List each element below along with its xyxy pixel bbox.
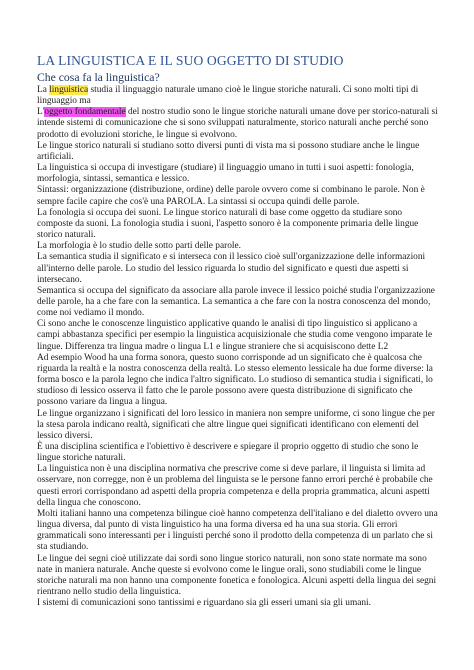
paragraph: La semantica studia il significato e si interseca con il lessico cioè sull'organizzazione delle informazioni all'interno delle parole. Lo studio del lessico riguarda lo studio del significato e questi due aspetti si intersecano.	[37, 252, 426, 285]
paragraph-text: La	[37, 85, 50, 95]
highlighted-term: oggetto fondamentale	[44, 107, 126, 118]
paragraph-text: studia il linguaggio naturale umano cioè le lingue storiche naturali. Ci sono molti tipi di linguaggio ma	[37, 85, 419, 107]
paragraph: Semantica si occupa del significato da associare alla parole invece il lessico poiché studia l'organizzazione delle parole, ha a che fare con la semantica. La semantica a che fare con la nostra conoscenza del mondo, come noi vediamo il mondo.	[37, 285, 435, 319]
paragraph: La morfologia è lo studio delle sotto parti delle parole.	[37, 241, 241, 252]
paragraph: Le lingue storico naturali si studiano sotto diversi punti di vista ma si possono studiare anche le lingue artificiali.	[37, 140, 420, 162]
paragraph: Le lingue dei segni cioè utilizzate dai sordi sono lingue storico naturali, non sono state normate ma sono nate in maniera naturale. Anche queste si evolvono come le lingue orali, sono studiabili come le lingue storiche naturali ma non hanno una componente fonetica e fonologica. Alcuni aspetti della lingua dei segni rientrano nello studio della linguistica.	[37, 553, 437, 598]
paragraph: Molti italiani hanno una competenza bilingue cioè hanno competenza dell'italiano e del dialetto ovvero una lingua diversa, dal punto di vista linguistico ha una forma diversa ed ha una sua storia. Gli errori grammaticali sono interessanti per i linguisti perché sono il prodotto della competenza di un parlato che si sta studiando.	[37, 508, 438, 553]
paragraph-text: L'	[37, 107, 45, 118]
document-title: LA LINGUISTICA E IL SUO OGGETTO DI STUDIO	[37, 53, 344, 68]
document-body	[37, 85, 438, 609]
paragraph: È una disciplina scientifica e l'obiettivo è descrivere e spiegare il proprio oggetto di studio che sono le lingue storiche naturali.	[37, 442, 419, 464]
paragraph	[37, 85, 438, 107]
paragraph: Le lingue organizzano i significati del loro lessico in maniera non sempre uniforme, ci sono lingue che per la stesa parola indicano realtà, significati che altre lingue quei significati identificano con elementi del lessico diversi.	[37, 408, 435, 441]
paragraph: I sistemi di comunicazioni sono tantissimi e riguardano sia gli esseri umani sia gli umani.	[37, 598, 371, 609]
highlighted-term: linguistica	[49, 85, 89, 95]
paragraph: La fonologia si occupa dei suoni. Le lingue storico naturali di base come oggetto da studiare sono composte da suoni. La fonologia studia i suoni, l'aspetto sonoro è la componente primaria delle lingue storico naturali.	[37, 207, 419, 241]
paragraph	[37, 107, 438, 140]
paragraph: La linguistica si occupa di investigare (studiare) il linguaggio umano in tutti i suoi aspetti: fonologia, morfologia, sintassi, semantica e lessico.	[37, 163, 414, 185]
document-subtitle: Che cosa fa la linguistica?	[37, 71, 160, 84]
paragraph: Ci sono anche le conoscenze linguistico applicative quando le analisi di tipo linguistico si applicano a campi abbastanza specifici per esempio la linguistica acquisizionale che studia come vengono imparate le lingue. Differenza tra lingua madre o lingua L1 e lingue straniere che si acquisiscono dette L2	[37, 319, 433, 352]
paragraph: Sintassi: organizzazione (distribuzione, ordine) delle parole ovvero come si combinano le parole. Non è sempre facile capire che cos'è una PAROLA. La sintassi si occupa quindi delle parole.	[37, 185, 425, 207]
paragraph: La linguistica non è una disciplina normativa che prescrive come si deve parlare, il linguista si limita ad osservare, non corregge, non è un problema del linguista se le persone fanno errori perché è probabile che questi errori corrispondano ad aspetti della propria competenza e della propria grammatica, alcuni aspetti della lingua che conoscono.	[37, 464, 433, 508]
paragraph-text: del nostro studio sono le lingue storiche naturali umane dove per storico-naturali si intende sistemi di comunicazione che si sono sviluppati naturalmente, storico naturali anche perché sono prodotto di evoluzioni storiche, le lingue si evolvono.	[37, 107, 438, 140]
paragraph: Ad esempio Wood ha una forma sonora, questo suono corrisponde ad un significato che è qualcosa che riguarda la realtà e la nostra conoscenza della realtà. Lo stesso elemento lessicale ha due forme diverse: la forma bosco e la parola legno che indica l'altro significato. Lo studioso di semantica studia i significati, lo studioso di lessico osserva il fatto che le parole possono avere questa distribuzione di significato che possono variare da lingua a lingua.	[37, 352, 433, 408]
